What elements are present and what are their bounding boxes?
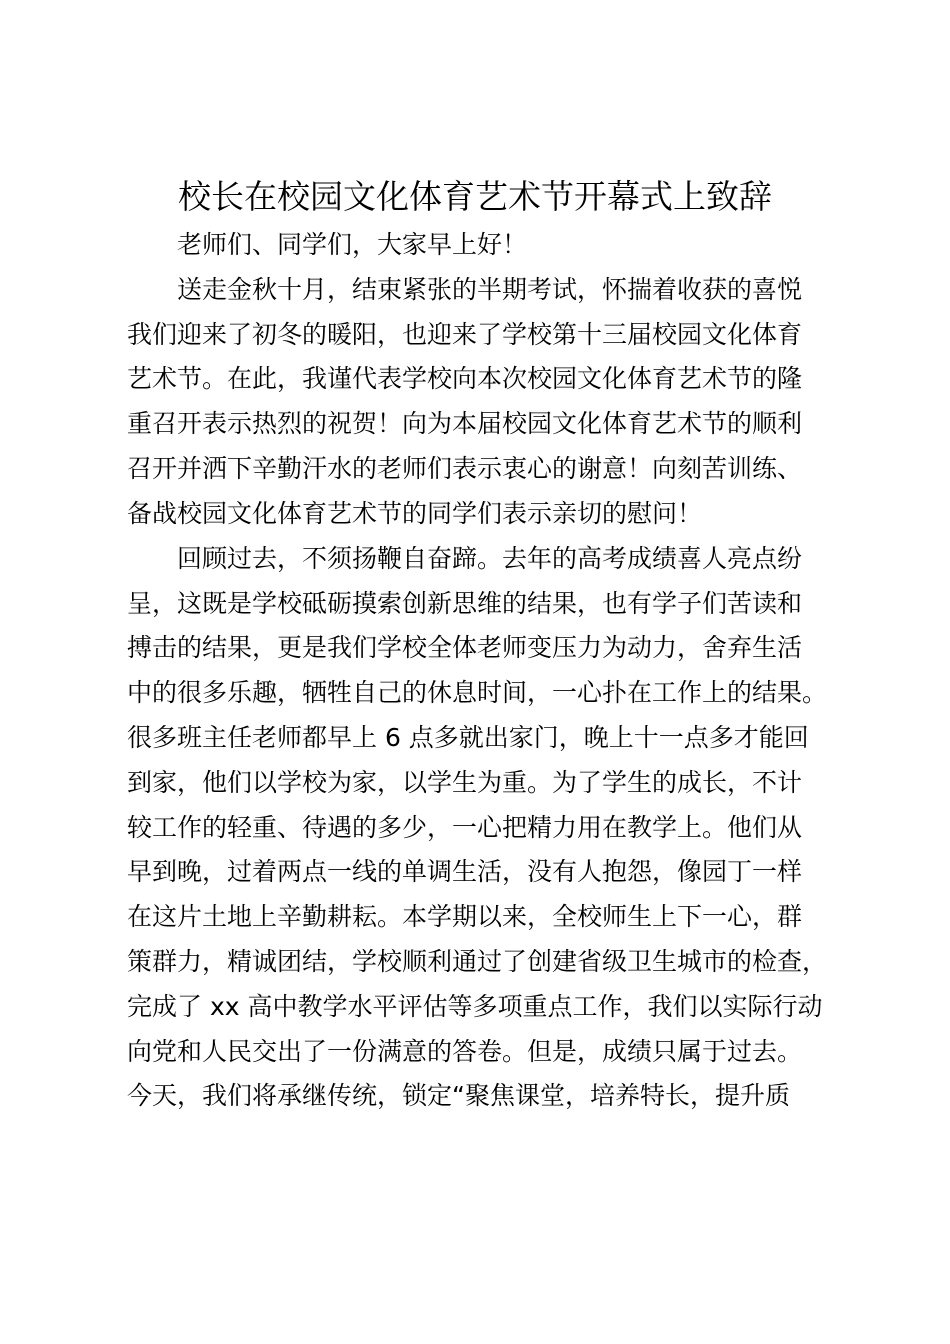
text-line: 中的很多乐趣，牺牲自己的休息时间，一心扑在工作上的结果。 [127,678,828,707]
text-line: 到家，他们以学校为家，以学生为重。为了学生的成长，不计 [127,768,803,797]
text-line: 送走金秋十月，结束紧张的半期考试，怀揣着收获的喜悦 [127,275,803,304]
text-line: 备战校园文化体育艺术节的同学们表示亲切的慰问！ [127,499,703,528]
text-line: 召开并洒下辛勤汗水的老师们表示衷心的谢意！向刻苦训练、 [127,454,803,483]
text-line: 今天，我们将承继传统，锁定“聚焦课堂，培养特长，提升质 [127,1081,790,1110]
text-line: 很多班主任老师都早上 6 点多就出家门，晚上十一点多才能回 [127,723,809,752]
text-line: 搏击的结果，更是我们学校全体老师变压力为动力，舍弃生活 [127,633,803,662]
text-line: 较工作的轻重、待遇的多少，一心把精力用在教学上。他们从 [127,813,803,842]
text-line: 在这片土地上辛勤耕耘。本学期以来，全校师生上下一心，群 [127,902,803,931]
text-line: 完成了 xx 高中教学水平评估等多项重点工作，我们以实际行动 [127,992,823,1021]
document-title: 校长在校园文化体育艺术节开幕式上致辞 [178,177,772,216]
text-line: 重召开表示热烈的祝贺！向为本届校园文化体育艺术节的顺利 [127,409,803,438]
text-line: 呈，这既是学校砥砺摸索创新思维的结果，也有学子们苦读和 [127,589,803,618]
text-line: 向党和人民交出了一份满意的答卷。但是，成绩只属于过去。 [127,1037,803,1066]
greeting-line: 老师们、同学们，大家早上好！ [127,230,528,259]
text-line: 艺术节。在此，我谨代表学校向本次校园文化体育艺术节的隆 [127,364,803,393]
text-line: 我们迎来了初冬的暖阳，也迎来了学校第十三届校园文化体育 [127,320,803,349]
text-line: 早到晚，过着两点一线的单调生活，没有人抱怨，像园丁一样 [127,857,803,886]
text-line: 策群力，精诚团结，学校顺利通过了创建省级卫生城市的检查， [127,947,828,976]
text-line: 回顾过去，不须扬鞭自奋蹄。去年的高考成绩喜人亮点纷 [127,544,803,573]
